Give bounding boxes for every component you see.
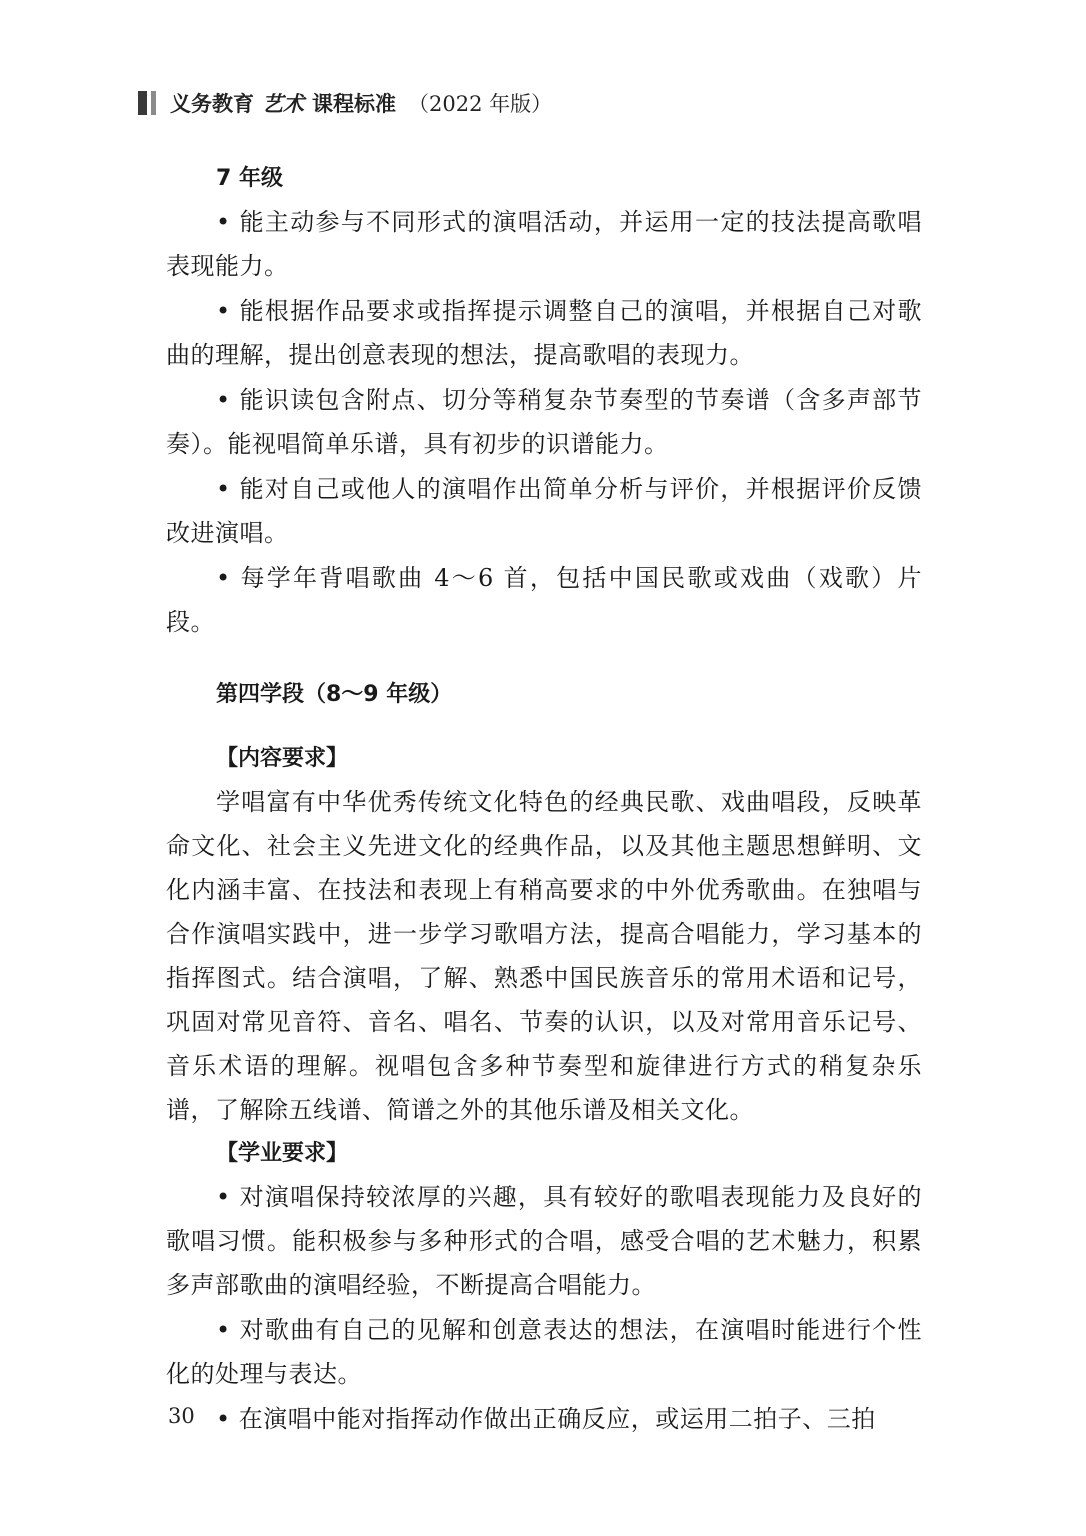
grade7-item: • 能对自己或他人的演唱作出简单分析与评价，并根据评价反馈改进演唱。 [166, 475, 922, 547]
header-title-curriculum-standard: 课程标准 [312, 92, 396, 116]
academic-requirement-item: • 对演唱保持较浓厚的兴趣，具有较好的歌唱表现能力及良好的歌唱习惯。能积极参与多种形式的合唱，感受合唱的艺术魅力，积累多声部歌曲的演唱经验，不断提高合唱能力。 [166, 1183, 922, 1299]
header-bar-mark [138, 91, 156, 115]
running-header [138, 86, 552, 120]
content-requirements-heading: 【内容要求】 [216, 746, 349, 771]
academic-requirement-item: • 在演唱中能对指挥动作做出正确反应，或运用二拍子、三拍 [216, 1405, 876, 1433]
academic-requirements-heading: 【学业要求】 [216, 1141, 349, 1166]
grade7-item: • 每学年背唱歌曲 4～6 首，包括中国民歌或戏曲（戏歌）片段。 [166, 564, 922, 636]
grade7-item: • 能主动参与不同形式的演唱活动，并运用一定的技法提高歌唱表现能力。 [166, 208, 922, 280]
header-title-compulsory-education: 义务教育 [170, 92, 254, 116]
grade7-item: • 能根据作品要求或指挥提示调整自己的演唱，并根据自己对歌曲的理解，提出创意表现的想法，提高歌唱的表现力。 [166, 297, 922, 369]
content-requirements-text: 学唱富有中华优秀传统文化特色的经典民歌、戏曲唱段，反映革命文化、社会主义先进文化的经典作品，以及其他主题思想鲜明、文化内涵丰富、在技法和表现上有稍高要求的中外优秀歌曲。在独唱与合作演唱实践中，进一步学习歌唱方法，提高合唱能力，学习基本的指挥图式。结合演唱，了解、熟悉中国民族音乐的常用术语和记号，巩固对常见音符、音名、唱名、节奏的认识，以及对常用音乐记号、音乐术语的理解。视唱包含多种节奏型和旋律进行方式的稍复杂乐谱，了解除五线谱、简谱之外的其他乐谱及相关文化。 [166, 788, 922, 1124]
stage4-heading: 第四学段（8～9 年级） [216, 682, 453, 707]
grade7-item: • 能识读包含附点、切分等稍复杂节奏型的节奏谱（含多声部节奏）。能视唱简单乐谱，具有初步的识谱能力。 [166, 386, 922, 458]
grade7-heading: 7 年级 [216, 166, 283, 191]
header-bar-light [151, 91, 156, 115]
page-number: 30 [168, 1404, 195, 1428]
header-title-art: 艺术 [262, 91, 304, 116]
header-edition: （2022 年版） [408, 92, 553, 116]
page-body [166, 158, 922, 1442]
academic-requirement-item: • 对歌曲有自己的见解和创意表达的想法，在演唱时能进行个性化的处理与表达。 [166, 1316, 922, 1388]
header-bar-dark [138, 91, 147, 115]
